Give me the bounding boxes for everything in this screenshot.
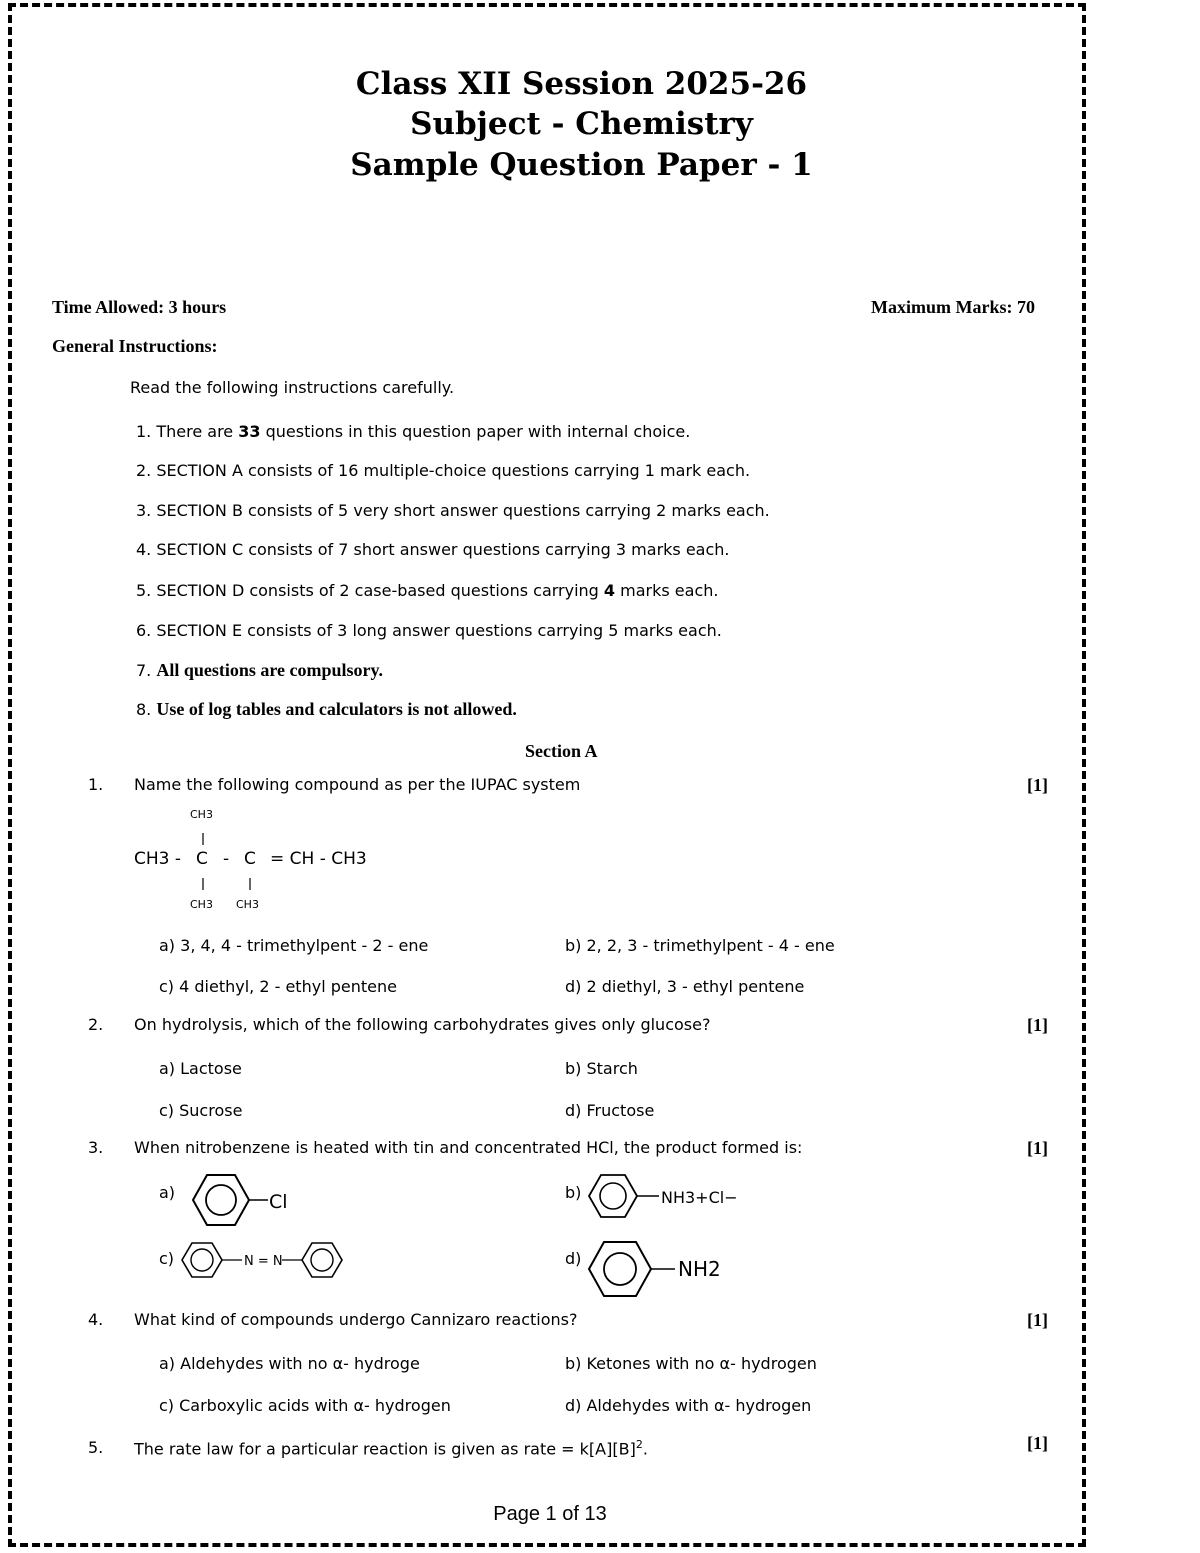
structure-carbon-1: C [196,849,208,869]
structure-label: NH2 [678,1257,721,1281]
question-number: 5. [88,1438,104,1457]
option-d: d) Aldehydes with α- hydrogen [565,1396,812,1415]
question-number: 4. [88,1310,104,1329]
instruction-item: 5. SECTION D consists of 2 case-based questions carrying 4 marks each. [136,581,719,600]
question-marks: [1] [1027,775,1048,795]
general-instructions-heading: General Instructions: [52,336,218,356]
question-text: What kind of compounds undergo Cannizaro reactions? [134,1310,578,1329]
structure-top-group: CH3 [190,808,213,821]
option-d: d) [565,1249,582,1268]
structure-bottom-group-2: CH3 [236,898,259,911]
option-c: c) Carboxylic acids with α- hydrogen [159,1396,451,1415]
instruction-item: 8. Use of log tables and calculators is not allowed. [136,699,517,719]
option-a: a) Aldehydes with no α- hydroge [159,1354,420,1373]
structure-dash: - [223,849,230,869]
aniline-structure [583,1238,733,1302]
instruction-item: 7. All questions are compulsory. [136,660,384,680]
question-marks: [1] [1027,1433,1048,1453]
question-number: 3. [88,1138,104,1157]
question-text: On hydrolysis, which of the following carbohydrates gives only glucose? [134,1015,711,1034]
instruction-item: 6. SECTION E consists of 3 long answer questions carrying 5 marks each. [136,621,722,640]
structure-carbon-2: C [244,849,256,869]
question-marks: [1] [1027,1015,1048,1035]
question-marks: [1] [1027,1138,1048,1158]
page-number: Page 1 of 13 [493,1503,607,1525]
option-b: b) [565,1183,582,1202]
option-d: d) 2 diethyl, 3 - ethyl pentene [565,977,805,996]
time-allowed: Time Allowed: 3 hours [52,297,227,317]
option-a: a) Lactose [159,1059,242,1078]
header-class: Class XII Session 2025-26 [355,66,808,102]
option-d: d) Fructose [565,1101,655,1120]
question-text: When nitrobenzene is heated with tin and concentrated HCl, the product formed is: [134,1138,803,1157]
instruction-item: 1. There are 33 questions in this question paper with internal choice. [136,422,691,441]
instruction-item: 3. SECTION B consists of 5 very short answer questions carrying 2 marks each. [136,501,770,520]
structure-label: Cl [269,1191,288,1213]
anilinium-chloride-structure [583,1172,743,1224]
question-text: Name the following compound as per the IUPAC system [134,775,581,794]
structure-label: NH3+Cl− [661,1188,738,1207]
question-marks: [1] [1027,1310,1048,1330]
structure-tail: = CH - CH3 [270,849,367,869]
chlorobenzene-structure [178,1170,298,1230]
question-text: The rate law for a particular reaction is given as rate = $k[A][B]^2$. [134,1438,648,1459]
option-c: c) Sucrose [159,1101,243,1120]
header-paper: Sample Question Paper - 1 [350,147,813,183]
option-b: b) Ketones with no α- hydrogen [565,1354,817,1373]
structure-label: N = N [244,1254,283,1269]
structure-left-group: CH3 - [134,849,182,869]
azobenzene-structure [178,1240,353,1282]
header-subject: Subject - Chemistry [410,106,753,142]
option-b: b) 2, 2, 3 - trimethylpent - 4 - ene [565,936,835,955]
option-b: b) Starch [565,1059,638,1078]
max-marks: Maximum Marks: 70 [871,297,1035,317]
option-c: c) 4 diethyl, 2 - ethyl pentene [159,977,397,996]
read-note: Read the following instructions carefully. [130,378,455,397]
option-a: a) [159,1183,176,1202]
section-title: Section A [525,741,598,761]
option-c: c) [159,1249,175,1268]
question-number: 1. [88,775,104,794]
compound-structure [130,800,390,920]
option-a: a) 3, 4, 4 - trimethylpent - 2 - ene [159,936,429,955]
instruction-item: 4. SECTION C consists of 7 short answer questions carrying 3 marks each. [136,540,730,559]
structure-bottom-group-1: CH3 [190,898,213,911]
question-number: 2. [88,1015,104,1034]
instruction-item: 2. SECTION A consists of 16 multiple-choice questions carrying 1 mark each. [136,461,751,480]
